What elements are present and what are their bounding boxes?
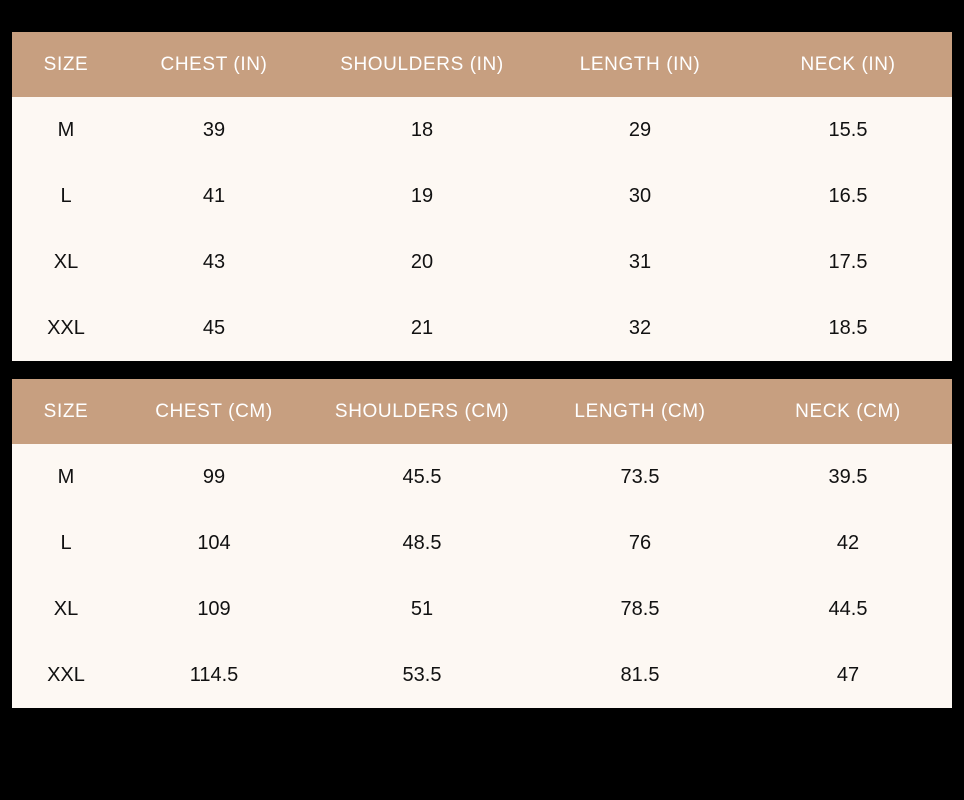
cell-size: M (12, 97, 120, 163)
header-row (12, 32, 952, 97)
cell-shoulders: 48.5 (308, 510, 536, 576)
cell-shoulders: 18 (308, 97, 536, 163)
header-cell-size: SIZE (43, 54, 89, 75)
cell-size: M (12, 444, 120, 510)
table-header-centimeters (12, 379, 952, 444)
cell-length: 78.5 (536, 576, 744, 642)
header-cell-neck: NECK (CM) (795, 401, 901, 422)
cell-chest: 43 (120, 229, 308, 295)
table-row (12, 642, 952, 708)
table-row (12, 295, 952, 361)
cell-shoulders: 53.5 (308, 642, 536, 708)
table-header-inches (12, 32, 952, 97)
cell-chest: 45 (120, 295, 308, 361)
cell-shoulders: 51 (308, 576, 536, 642)
cell-length: 29 (536, 97, 744, 163)
header-cell-length: LENGTH (IN) (579, 54, 701, 75)
cell-neck: 18.5 (744, 295, 952, 361)
cell-chest: 41 (120, 163, 308, 229)
cell-chest: 39 (120, 97, 308, 163)
table-body-centimeters (12, 444, 952, 708)
cell-neck: 39.5 (744, 444, 952, 510)
cell-shoulders: 21 (308, 295, 536, 361)
cell-size: L (12, 163, 120, 229)
cell-neck: 42 (744, 510, 952, 576)
header-cell-neck: NECK (IN) (800, 54, 896, 75)
table-row (12, 163, 952, 229)
cell-length: 81.5 (536, 642, 744, 708)
size-table-centimeters (12, 379, 952, 708)
cell-shoulders: 45.5 (308, 444, 536, 510)
cell-neck: 17.5 (744, 229, 952, 295)
header-cell-chest: CHEST (CM) (155, 401, 273, 422)
header-cell-shoulders: SHOULDERS (IN) (340, 54, 504, 75)
table-row (12, 97, 952, 163)
cell-length: 31 (536, 229, 744, 295)
header-cell-shoulders: SHOULDERS (CM) (334, 401, 510, 422)
table-row (12, 229, 952, 295)
cell-neck: 16.5 (744, 163, 952, 229)
table-row (12, 510, 952, 576)
header-cell-chest: CHEST (IN) (160, 54, 268, 75)
cell-length: 30 (536, 163, 744, 229)
cell-neck: 44.5 (744, 576, 952, 642)
table-row (12, 576, 952, 642)
size-table-inches (12, 32, 952, 361)
cell-neck: 47 (744, 642, 952, 708)
cell-size: L (12, 510, 120, 576)
cell-size: XXL (12, 295, 120, 361)
cell-chest: 114.5 (120, 642, 308, 708)
cell-length: 73.5 (536, 444, 744, 510)
cell-chest: 109 (120, 576, 308, 642)
cell-chest: 99 (120, 444, 308, 510)
table-body-inches (12, 97, 952, 361)
table-row (12, 444, 952, 510)
cell-neck: 15.5 (744, 97, 952, 163)
cell-size: XL (12, 229, 120, 295)
cell-size: XL (12, 576, 120, 642)
header-cell-length: LENGTH (CM) (574, 401, 706, 422)
header-row (12, 379, 952, 444)
header-cell-size: SIZE (43, 401, 89, 422)
cell-size: XXL (12, 642, 120, 708)
cell-shoulders: 19 (308, 163, 536, 229)
cell-chest: 104 (120, 510, 308, 576)
cell-length: 76 (536, 510, 744, 576)
cell-shoulders: 20 (308, 229, 536, 295)
cell-length: 32 (536, 295, 744, 361)
